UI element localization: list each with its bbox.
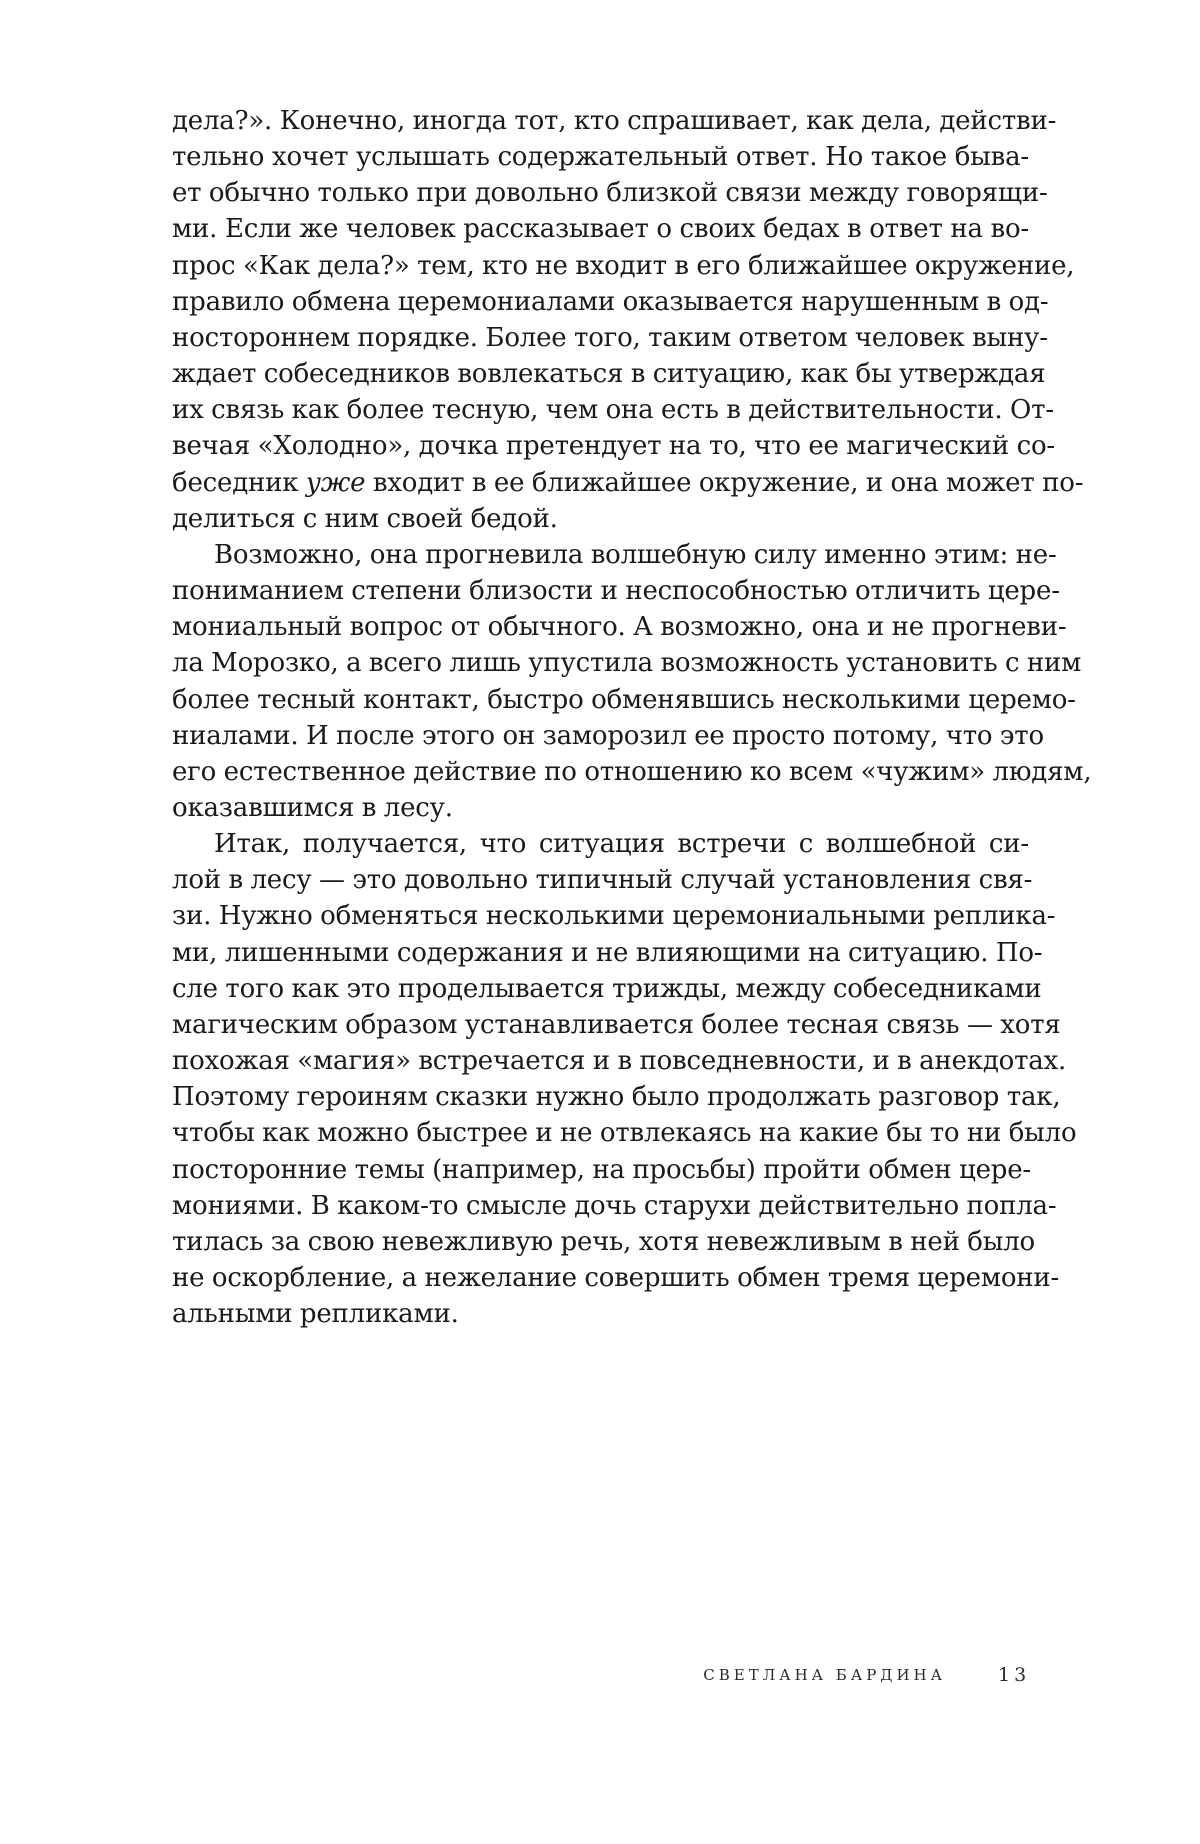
- text-line: делиться с ним своей бедой.: [172, 503, 558, 534]
- text-line: ет обычно только при довольно близкой связи между говорящи-: [172, 178, 1048, 209]
- text-line: мониальный вопрос от обычного. А возможно, она и не прогневи-: [172, 612, 1067, 643]
- paragraph-2: [172, 537, 1092, 826]
- page-number: 13: [998, 1664, 1031, 1686]
- text-line: Итак, получается, что ситуация встречи с волшебной си-: [214, 829, 1029, 860]
- text-line: дела?». Конечно, иногда тот, кто спрашивает, как дела, действи-: [172, 106, 1057, 136]
- text-line: посторонние темы (например, на просьбы) пройти обмен цере-: [172, 1154, 1031, 1185]
- text-line: их связь как более тесную, чем она есть в действительности. От-: [172, 395, 1054, 426]
- text-line: зи. Нужно обменяться несколькими церемониальными реплика-: [172, 901, 1056, 932]
- text-line: пониманием степени близости и неспособностью отличить цере-: [172, 576, 1060, 607]
- text-line: альными репликами.: [172, 1299, 459, 1330]
- text-line: магическим образом устанавливается более тесная связь — хотя: [172, 1009, 1061, 1040]
- text-line: тельно хочет услышать содержательный ответ. Но такое быва-: [172, 142, 1029, 173]
- text-line-with-italic: беседник уже входит в ее ближайшее окружение, и она может по-: [172, 467, 1084, 498]
- text-line: оказавшимся в лесу.: [172, 792, 453, 823]
- text-line: лой в лесу — это довольно типичный случай установления свя-: [172, 865, 1033, 896]
- italic-word: уже: [305, 467, 366, 498]
- body-text: [172, 103, 1092, 1332]
- text-line: вечая «Холодно», дочка претендует на то, что ее магический со-: [172, 431, 1055, 462]
- text-line: прос «Как дела?» тем, кто не входит в его ближайшее окружение,: [172, 250, 1075, 281]
- text-line: ми. Если же человек рассказывает о своих бедах в ответ на во-: [172, 214, 1029, 245]
- text-line: ждает собеседников вовлекаться в ситуацию, как бы утверждая: [172, 359, 1046, 390]
- paragraph-1: [172, 103, 1084, 537]
- text-line: ла Морозко, а всего лишь упустила возможность установить с ним: [172, 648, 1082, 679]
- text-line: Возможно, она прогневила волшебную силу именно этим: не-: [214, 539, 1057, 570]
- text-line: ми, лишенными содержания и не влияющими на ситуацию. По-: [172, 937, 1043, 968]
- text-line: похожая «магия» встречается и в повседневности, и в анекдотах.: [172, 1046, 1067, 1077]
- footer-author: СВЕТЛАНА БАРДИНА: [703, 1666, 946, 1684]
- text-line: правило обмена церемониалами оказывается нарушенным в од-: [172, 286, 1049, 317]
- text-line: мониями. В каком-то смысле дочь старухи действительно попла-: [172, 1190, 1057, 1221]
- text-line: сле того как это проделывается трижды, между собеседниками: [172, 973, 1042, 1004]
- text-line: не оскорбление, а нежелание совершить обмен тремя церемони-: [172, 1263, 1060, 1293]
- text-line: его естественное действие по отношению ко всем «чужим» людям,: [172, 756, 1092, 787]
- running-footer: [0, 1666, 1200, 1696]
- text-line: ниалами. И после этого он заморозил ее просто потому, что это: [172, 720, 1044, 751]
- text-line: более тесный контакт, быстро обменявшись несколькими церемо-: [172, 684, 1076, 715]
- text-line: чтобы как можно быстрее и не отвлекаясь на какие бы то ни было: [172, 1118, 1077, 1149]
- text-line: Поэтому героиням сказки нужно было продолжать разговор так,: [172, 1082, 1061, 1113]
- text-line: тилась за свою невежливую речь, хотя невежливым в ней было: [172, 1226, 1035, 1257]
- paragraph-3: [172, 826, 1077, 1332]
- text-line: ностороннем порядке. Более того, таким ответом человек выну-: [172, 322, 1048, 353]
